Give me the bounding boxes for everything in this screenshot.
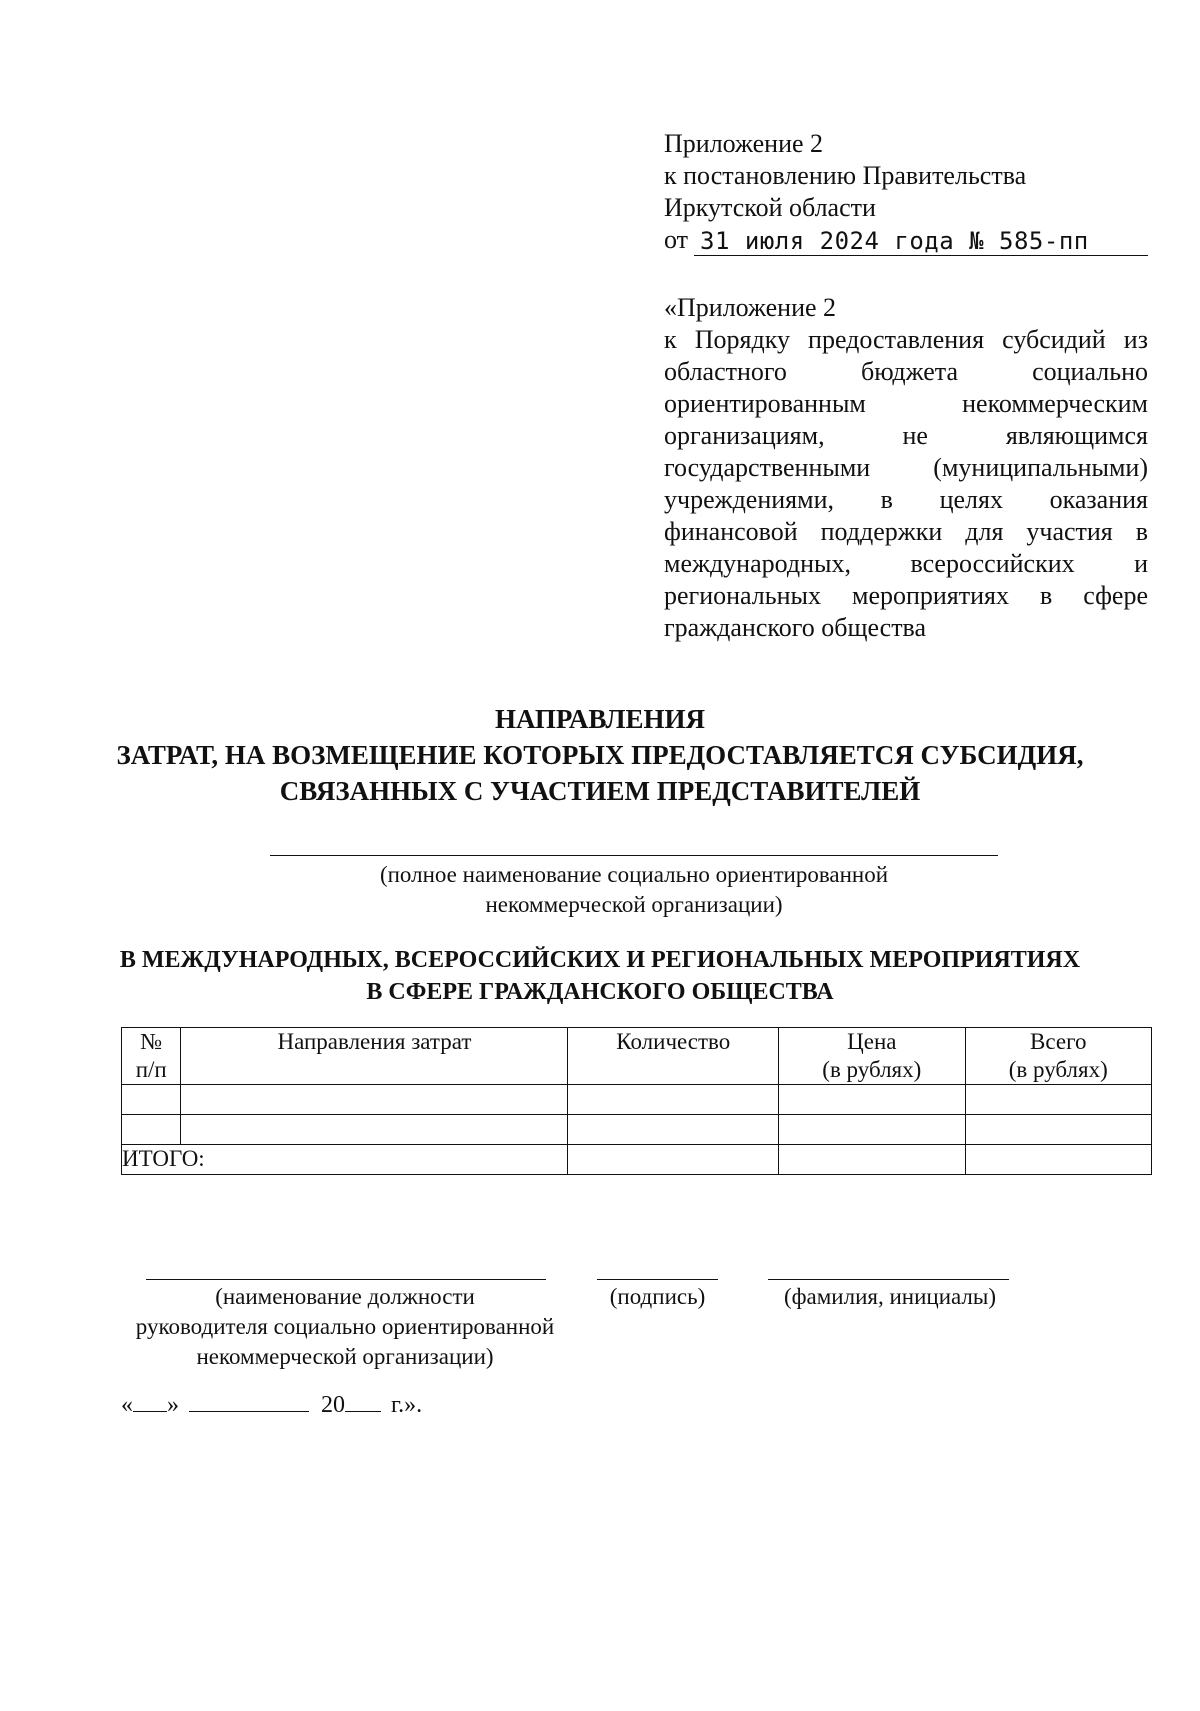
costs-table — [121, 1027, 1152, 1175]
annex-line: учреждениями, в целях оказания — [664, 485, 1148, 514]
day-blank[interactable] — [133, 1389, 167, 1412]
name-field[interactable] — [768, 1279, 1009, 1280]
header-text: (в рублях) — [822, 1057, 922, 1082]
table-cell[interactable] — [122, 1085, 181, 1115]
table-cell[interactable] — [965, 1085, 1151, 1115]
position-caption — [110, 1282, 580, 1372]
header-number — [122, 1028, 181, 1085]
organization-name-field[interactable] — [270, 855, 998, 856]
title-line: НАПРАВЛЕНИЯ — [495, 704, 705, 734]
table-cell[interactable] — [965, 1115, 1151, 1145]
table-row — [122, 1115, 1152, 1145]
annex-block — [664, 292, 1148, 644]
document-subtitle — [100, 944, 1100, 1008]
date-field — [121, 1389, 422, 1421]
annex-line: организациям, не являющимся — [664, 421, 1148, 450]
annex-line: международных, всероссийских и — [664, 549, 1148, 578]
approval-date: 31 июля 2024 года № 585-пп — [694, 227, 1148, 256]
header-text: № — [140, 1029, 163, 1054]
date-suffix: г.». — [391, 1392, 423, 1418]
annex-line: финансовой поддержки для участия в — [664, 517, 1148, 546]
annex-line: «Приложение 2 — [664, 293, 837, 322]
caption-line: некоммерческой организации) — [196, 1344, 494, 1369]
approval-line: к постановлению Правительства — [664, 161, 1027, 190]
caption-line: (наименование должности — [215, 1284, 475, 1309]
approval-date-row — [664, 224, 1148, 256]
annex-line: гражданского общества — [664, 613, 927, 642]
table-row — [122, 1085, 1152, 1115]
table-header-row — [122, 1028, 1152, 1085]
table-cell[interactable] — [779, 1115, 965, 1145]
table-cell[interactable] — [181, 1115, 568, 1145]
title-line: ЗАТРАТ, НА ВОЗМЕЩЕНИЕ КОТОРЫХ ПРЕДОСТАВЛЯЕТСЯ СУБСИДИЯ, — [116, 740, 1084, 770]
subtitle-line: В МЕЖДУНАРОДНЫХ, ВСЕРОССИЙСКИХ И РЕГИОНАЛЬНЫХ МЕРОПРИЯТИЯХ — [119, 947, 1081, 973]
table-cell[interactable] — [568, 1115, 779, 1145]
approval-line: Иркутской области — [664, 193, 876, 222]
header-text: Всего — [1030, 1029, 1087, 1054]
year-prefix: 20 — [321, 1392, 345, 1418]
document-title — [100, 701, 1100, 809]
open-quote: « — [121, 1392, 133, 1418]
annex-line: ориентированным некоммерческим — [664, 389, 1148, 418]
header-text: Цена — [847, 1029, 897, 1054]
header-text: п/п — [135, 1057, 167, 1082]
header-quantity — [568, 1028, 779, 1085]
name-caption: (фамилия, инициалы) — [783, 1284, 997, 1309]
caption-line: (полное наименование социально ориентированной — [379, 862, 889, 887]
table-total-row — [122, 1145, 1152, 1175]
annex-line: государственными (муниципальными) — [664, 453, 1148, 482]
organization-caption — [270, 860, 998, 920]
header-text: Количество — [616, 1029, 731, 1054]
table-cell[interactable] — [779, 1085, 965, 1115]
caption-line: руководителя социально ориентированной — [135, 1314, 555, 1339]
title-line: СВЯЗАННЫХ С УЧАСТИЕМ ПРЕДСТАВИТЕЛЕЙ — [279, 776, 921, 806]
header-text: (в рублях) — [1008, 1057, 1108, 1082]
table-cell[interactable] — [965, 1145, 1151, 1175]
table-cell[interactable] — [181, 1085, 568, 1115]
annex-line: региональных мероприятиях в сфере — [664, 581, 1148, 610]
close-quote: » — [167, 1392, 179, 1418]
table-cell[interactable] — [568, 1085, 779, 1115]
header-total — [965, 1028, 1151, 1085]
caption-line: некоммерческой организации) — [485, 892, 783, 917]
header-direction — [181, 1028, 568, 1085]
annex-line: к Порядку предоставления субсидий из — [664, 325, 1148, 354]
table-cell[interactable] — [568, 1145, 779, 1175]
header-text: Направления затрат — [277, 1029, 472, 1054]
position-field[interactable] — [146, 1279, 546, 1280]
subtitle-line: В СФЕРЕ ГРАЖДАНСКОГО ОБЩЕСТВА — [366, 979, 834, 1005]
header-price — [779, 1028, 965, 1085]
signature-caption: (подпись) — [609, 1284, 706, 1309]
total-label: ИТОГО: — [122, 1145, 568, 1175]
table-cell[interactable] — [122, 1115, 181, 1145]
approval-block — [664, 128, 1148, 256]
table-cell[interactable] — [779, 1145, 965, 1175]
signature-field[interactable] — [597, 1279, 718, 1280]
month-blank[interactable] — [189, 1389, 309, 1412]
year-blank[interactable] — [345, 1389, 381, 1412]
annex-line: областного бюджета социально — [664, 357, 1148, 386]
approval-line: Приложение 2 — [664, 129, 824, 158]
date-prefix: от — [664, 225, 689, 254]
